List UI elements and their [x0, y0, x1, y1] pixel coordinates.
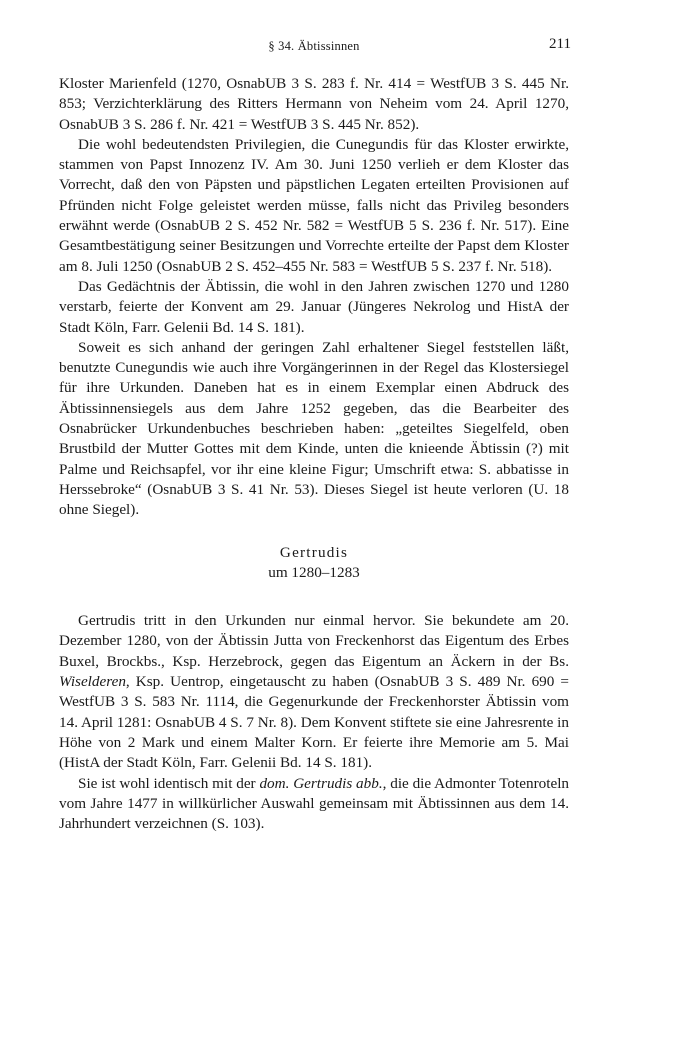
- paragraph-6: [59, 774, 569, 835]
- paragraph-2: Die wohl bedeutendsten Privilegien, die Cunegundis für das Kloster erwirkte, stammen von Papst Innozenz IV. Am 30. Juni 1250 verlieh er dem Kloster das Vorrecht, daß den von Päpsten und päpstlichen Legaten erteilten Provisionen auf Pfründen nicht Folge geleistet werden müsse, falls nicht das Privileg besonders erwähnt werde (OsnabUB 2 S. 452 Nr. 582 = WestfUB 5 S. 236 f. Nr. 517). Eine Gesamtbestätigung seiner Besitzungen und Vorrechte erteilte der Papst dem Kloster am 8. Juli 1250 (OsnabUB 2 S. 452–455 Nr. 583 = WestfUB 5 S. 237 f. Nr. 518).: [59, 135, 569, 275]
- entry-dates: um 1280–1283: [268, 563, 360, 581]
- paragraph-6-text-a: Sie ist wohl identisch mit der: [78, 774, 256, 792]
- place-name-italic: Wiselderen: [59, 673, 126, 691]
- paragraph-1: Kloster Marienfeld (1270, OsnabUB 3 S. 283 f. Nr. 414 = WestfUB 3 S. 445 Nr. 853; Verzichterklärung des Ritters Hermann von Neheim vom 24. April 1270, OsnabUB 3 S. 286 f. Nr. 421 = WestfUB 3 S. 445 Nr. 852).: [59, 75, 569, 133]
- running-head: [59, 36, 569, 58]
- paragraph-4: Soweit es sich anhand der geringen Zahl erhaltener Siegel feststellen läßt, benutzte Cunegundis wie auch ihre Vorgängerinnen in der Regel das Klostersiegel für ihre Urkunden. Daneben hat es in einem Exemplar einen Abdruck des Äbtissinnensiegels aus dem Jahre 1252 gegeben, das die Bearbeiter des Osnabrücker Urkundenbuches beschrieben haben: „geteiltes Siegelfeld, oben Brustbild der Mutter Gottes mit dem Kinde, unten die knieende Äbtissin (?) mit Palme und Reichsapfel, vor ihr eine kleine Figur; Umschrift etwa: S. abbatisse in Herssebroke“ (OsnabUB 3 S. 41 Nr. 53). Dieses Siegel ist heute verloren (U. 18 ohne Siegel).: [59, 338, 569, 519]
- entry-name: Gertrudis: [279, 543, 349, 561]
- page-number: 211: [549, 36, 571, 52]
- name-italic: dom. Gertrudis abb.: [259, 774, 383, 792]
- paragraph-3: Das Gedächtnis der Äbtissin, die wohl in den Jahren zwischen 1270 und 1280 verstarb, feierte der Konvent am 29. Januar (Jüngeres Nekrolog und HistA der Stadt Köln, Farr. Gelenii Bd. 14 S. 181).: [59, 277, 569, 336]
- body-text: [59, 74, 569, 834]
- book-page: [59, 36, 569, 834]
- paragraph-5-text-b: , Ksp. Uentrop, eingetauscht zu haben (OsnabUB 3 S. 489 Nr. 690 = WestfUB 3 S. 583 Nr. 1114, die Gegenurkunde der Freckenhorster Äbtissin vom 14. April 1281: OsnabUB 4 S. 7 Nr. 8). Dem Konvent stiftete sie eine Jahresrente in Höhe von 2 Mark und einem Malter Korn. Er feierte ihre Memorie am 5. Mai (HistA der Stadt Köln, Farr. Gelenii Bd. 14 S. 181).: [59, 673, 569, 772]
- entry-heading: [59, 543, 569, 584]
- section-title: § 34. Äbtissinnen: [268, 39, 360, 53]
- paragraph-5: [59, 611, 569, 773]
- paragraph-6-text-b: , die die Admonter Totenroteln vom Jahre 1477 in willkürlicher Auswahl gemeinsam mit Äbtissinnen aus dem 14. Jahrhundert verzeichnen (S. 103).: [59, 774, 570, 833]
- paragraph-5-text-a: Gertrudis tritt in den Urkunden nur einmal hervor. Sie bekundete am 20. Dezember 1280, von der Äbtissin Jutta von Freckenhorst das Eigentum des Erbes Buxel, Brockbs., Ksp. Herzebrock, gegen das Eigentum an Äckern in der Bs.: [59, 612, 569, 670]
